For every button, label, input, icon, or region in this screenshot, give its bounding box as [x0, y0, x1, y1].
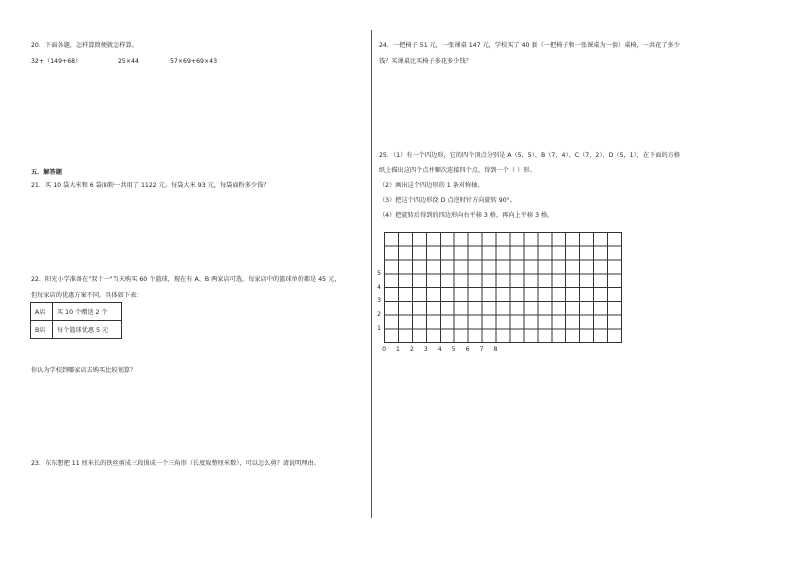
grid-x-label: 0 — [382, 346, 386, 353]
q25-text-line1: 25．（1）有一个四边形，它的四个顶点分别是 A（5，5）、B（7，4）、C（7，2）、D（5，1），在下面的方格 — [379, 152, 681, 159]
q20-expression-1: 32+（149+68） — [31, 58, 82, 65]
q20-title: 20．下面各题，怎样算简便就怎样算。 — [31, 42, 138, 49]
q22-text-line2: 但每家店的优惠方案不同，具体如下表： — [31, 292, 143, 299]
q24-text-line1: 24．一把椅子 51 元，一张课桌 147 元，学校买了 40 套（一把椅子和一张课桌为一套）桌椅，一共花了多少 — [379, 42, 680, 49]
q22-text-line1: 22．阳光小学准备在"双十一"当天购买 60 个篮球，现在有 A、B 两家店可选，每家店中的篮球单价都是 45 元， — [31, 276, 341, 283]
q25-part3: （3）把这个四边形绕 D 点逆时针方向旋转 90°。 — [379, 197, 516, 204]
grid-x-label: 2 — [409, 346, 414, 353]
grid-y-label: 1 — [377, 324, 381, 332]
q24-text-line2: 钱？买课桌比买椅子多花多少钱？ — [379, 58, 472, 65]
shop-offer: 买 10 个赠送 2 个 — [53, 303, 122, 321]
grid-x-label: 4 — [437, 346, 442, 353]
grid-y-label: 4 — [377, 283, 381, 291]
grid-y-label: 2 — [377, 311, 381, 318]
grid-x-label: 7 — [479, 346, 484, 353]
q25-part2: （2）画出这个四边形的 1 条对称轴。 — [379, 182, 484, 189]
table-row — [31, 321, 122, 339]
q22-question: 你认为学校到哪家店去购买比较划算？ — [31, 367, 137, 374]
coordinate-grid — [384, 232, 622, 343]
grid-y-label: 5 — [377, 269, 381, 277]
q20-expression-3: 57×69+69×43 — [170, 58, 218, 65]
table-row — [31, 303, 122, 321]
grid-x-label: 8 — [493, 346, 498, 353]
q21-text: 21．买 10 袋大米和 6 袋面粉一共用了 1122 元。每袋大米 93 元，每袋面粉多少钱？ — [31, 182, 270, 189]
section5-title: 五．解答题 — [31, 169, 62, 176]
q20-expression-2: 25×44 — [118, 58, 139, 65]
shop-offer: 每个篮球优惠 5 元 — [53, 321, 122, 339]
column-divider — [371, 30, 372, 518]
grid-x-label: 3 — [423, 346, 428, 353]
q25-part4: （4）把旋转后得到的四边形向右平移 3 格，再向上平移 3 格。 — [379, 212, 554, 219]
grid-x-label: 6 — [465, 346, 470, 353]
discount-table — [30, 302, 122, 339]
q23-text: 23．东东想把 11 厘米长的铁丝剪成三段围成一个三角形（长度取整厘米数），可以怎么剪？请说明理由。 — [31, 460, 320, 467]
shop-name: A店 — [31, 303, 53, 321]
shop-name: B店 — [31, 321, 53, 339]
grid-y-label: 3 — [377, 297, 381, 305]
grid-x-label: 5 — [451, 346, 456, 353]
q25-text-line2: 纸上描出这四个点并顺次连接四个点，得到一个（ ）形。 — [379, 167, 536, 174]
grid-x-label: 1 — [396, 346, 400, 353]
